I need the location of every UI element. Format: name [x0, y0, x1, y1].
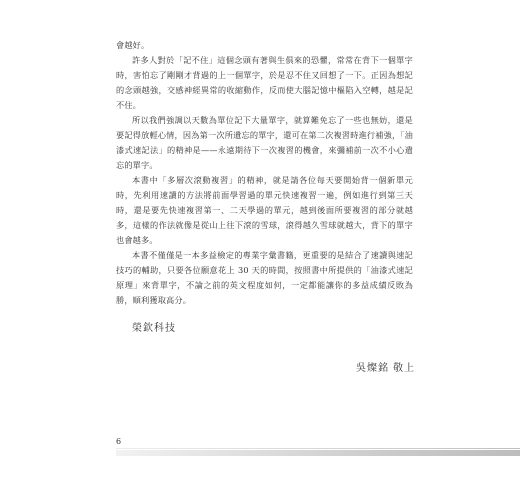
body-text: [116, 38, 413, 308]
paragraph-book-purpose: 本書不僅僅是一本多益檢定的專業字彙書籍，更重要的是結合了速讀與速記技巧的輔助，只要各位願意花上 30 天的時間，按照書中所提供的「油漆式速記原理」來背單字，不論之前的英文程度如何，一定都能讓你的多益成績反敗為勝，順利獲取高分。: [116, 250, 413, 305]
page-number: 6: [116, 437, 122, 446]
paragraph-fear-of-forgetting: 許多人對於「記不住」這個念頭有著與生俱來的恐懼，常常在背下一個單字時，害怕忘了剛剛才背過的上一個單字，於是忍不住又回想了一下。正因為想記的念頭越強，交感神經異常的收縮動作，反而使大腦記憶中樞陷入空轉，越是記不住。: [116, 55, 413, 110]
paragraph-continuation: 會越好。: [116, 40, 150, 50]
paragraph-daily-units: 所以我們強調以天數為單位記下大量單字，就算難免忘了一些也無妨，還是要記得放輕心情，因為第一次所遺忘的單字，還可在第二次複習時進行補強，「油漆式速記法」的精神是——永遠期待下一次複習的機會，來彌補前一次不小心遺忘的單字。: [116, 115, 413, 170]
paragraph-rolling-review: 本書中「多層次滾動複習」的精神，就是請各位每天要開始背一個新單元時，先利用速讀的方法將前面學習過的單元快速複習一遍，例如進行到第三天時，還是要先快速複習第一、二天學過的單元，越到後面所要複習的部分就越多，這樣的作法就像是從山上往下滾的雪球，滾得越久雪球就越大，背下的單字也會越多。: [116, 175, 413, 245]
author-signature: 吳燦銘 敬上: [356, 363, 416, 374]
footer-rule-line: [116, 448, 520, 449]
footer-rule-bar: [116, 450, 520, 456]
company-name: 榮欽科技: [132, 323, 176, 334]
